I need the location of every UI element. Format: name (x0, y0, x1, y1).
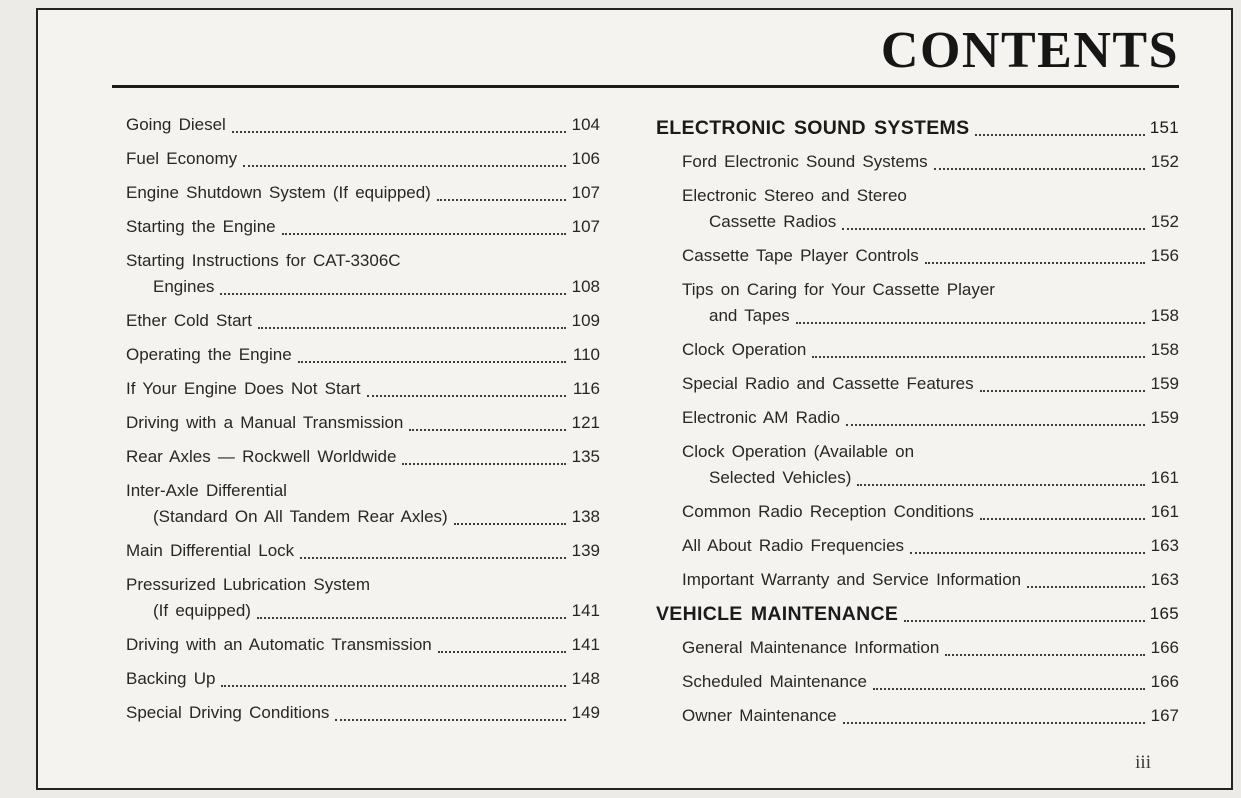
toc-entry-row (682, 405, 1179, 431)
toc-entry (656, 183, 1179, 235)
toc-entry-row (126, 180, 600, 206)
dot-leader (980, 390, 1145, 392)
toc-entry (656, 669, 1179, 695)
toc-entry (126, 342, 600, 368)
toc-entry-row (682, 465, 1179, 491)
toc-entry (656, 635, 1179, 661)
toc-entry-label: Starting the Engine (126, 217, 276, 237)
dot-leader (975, 134, 1145, 136)
toc-entry (656, 243, 1179, 269)
toc-entry-label: (If equipped) (153, 601, 251, 621)
toc-entry-row (126, 146, 600, 172)
toc-entry-row (126, 444, 600, 470)
toc-entry (656, 371, 1179, 397)
dot-leader (335, 719, 566, 721)
toc-entry-page: 106 (571, 149, 600, 169)
toc-entry-page: 163 (1150, 536, 1179, 556)
toc-entry-page: 161 (1150, 502, 1179, 522)
dot-leader (402, 463, 566, 465)
toc-entry (126, 112, 600, 138)
dot-leader (220, 293, 566, 295)
toc-entry (126, 410, 600, 436)
toc-entry-page: 151 (1149, 118, 1179, 138)
toc-entry-page: 158 (1150, 306, 1179, 326)
toc-entry (656, 567, 1179, 593)
toc-entry-row (126, 410, 600, 436)
dot-leader (282, 233, 566, 235)
toc-entry-row (126, 538, 600, 564)
toc-entry (656, 703, 1179, 729)
toc-entry-row (682, 499, 1179, 525)
toc-entry-row (656, 601, 1179, 627)
dot-leader (980, 518, 1145, 520)
dot-leader (298, 361, 566, 363)
toc-entry-page: 109 (571, 311, 600, 331)
dot-leader (409, 429, 566, 431)
toc-entry (126, 632, 600, 658)
toc-entry (656, 439, 1179, 491)
toc-entry-page: 108 (571, 277, 600, 297)
dot-leader (925, 262, 1145, 264)
toc-entry-row (682, 635, 1179, 661)
toc-entry-row (126, 504, 600, 530)
toc-entry-line1: Clock Operation (Available on (682, 442, 915, 462)
toc-entry (126, 538, 600, 564)
dot-leader (873, 688, 1145, 690)
toc-entry (126, 478, 600, 530)
dot-leader (438, 651, 566, 653)
dot-leader (258, 327, 566, 329)
toc-entry-row (126, 308, 600, 334)
toc-entry-page: 141 (571, 601, 600, 621)
toc-entry-page: 166 (1150, 672, 1179, 692)
toc-entry-label: Fuel Economy (126, 149, 238, 169)
toc-columns (38, 88, 1231, 737)
dot-leader (257, 617, 566, 619)
toc-entry-row (682, 371, 1179, 397)
toc-entry-page: 141 (571, 635, 600, 655)
toc-entry-label: Clock Operation (682, 340, 807, 360)
dot-leader (1027, 586, 1145, 588)
toc-entry (656, 337, 1179, 363)
toc-entry-label: Special Driving Conditions (126, 703, 330, 723)
toc-entry-page: 138 (571, 507, 600, 527)
toc-entry-label: Rear Axles — Rockwell Worldwide (126, 447, 397, 467)
dot-leader (437, 199, 566, 201)
toc-entry-label: Engines (153, 277, 215, 297)
toc-entry-row (126, 598, 600, 624)
toc-entry-line1: Tips on Caring for Your Cassette Player (682, 280, 995, 300)
toc-entry-row (126, 666, 600, 692)
toc-section-heading (656, 601, 1179, 627)
manual-page (36, 8, 1233, 790)
dot-leader (846, 424, 1145, 426)
toc-entry-row (682, 533, 1179, 559)
toc-entry-row (126, 700, 600, 726)
toc-entry-page: 166 (1150, 638, 1179, 658)
dot-leader (843, 722, 1145, 724)
toc-entry-page: 107 (571, 217, 600, 237)
toc-entry-label: Scheduled Maintenance (682, 672, 867, 692)
dot-leader (910, 552, 1145, 554)
toc-entry-label: Operating the Engine (126, 345, 292, 365)
toc-entry-label: (Standard On All Tandem Rear Axles) (153, 507, 448, 527)
toc-entry-page: 152 (1150, 212, 1179, 232)
toc-entry (126, 214, 600, 240)
toc-entry (126, 700, 600, 726)
dot-leader (842, 228, 1145, 230)
toc-entry-page: 107 (571, 183, 600, 203)
toc-entry-label: Common Radio Reception Conditions (682, 502, 974, 522)
toc-left-column (126, 112, 600, 737)
toc-entry-page: 167 (1150, 706, 1179, 726)
dot-leader (904, 620, 1145, 622)
toc-entry-page: 116 (572, 379, 600, 399)
toc-entry-label: Going Diesel (126, 115, 226, 135)
toc-entry (126, 146, 600, 172)
toc-entry-label: Cassette Radios (709, 212, 837, 232)
toc-entry-page: 148 (571, 669, 600, 689)
toc-section-heading (656, 115, 1179, 141)
dot-leader (934, 168, 1145, 170)
toc-entry-page: 149 (571, 703, 600, 723)
toc-entry-page: 159 (1150, 374, 1179, 394)
dot-leader (232, 131, 566, 133)
toc-entry (126, 248, 600, 300)
dot-leader (796, 322, 1145, 324)
toc-entry-page: 163 (1150, 570, 1179, 590)
toc-entry-page: 121 (571, 413, 600, 433)
page-header (38, 10, 1231, 80)
toc-entry-line1: Electronic Stereo and Stereo (682, 186, 907, 206)
toc-entry-label: Ether Cold Start (126, 311, 252, 331)
dot-leader (300, 557, 566, 559)
toc-entry-page: 158 (1150, 340, 1179, 360)
toc-entry-line1: Starting Instructions for CAT-3306C (126, 251, 401, 271)
dot-leader (367, 395, 566, 397)
dot-leader (454, 523, 566, 525)
toc-entry-page: 104 (571, 115, 600, 135)
toc-entry (656, 149, 1179, 175)
toc-entry-label: All About Radio Frequencies (682, 536, 905, 556)
toc-entry-label: ELECTRONIC SOUND SYSTEMS (656, 117, 970, 140)
toc-entry-label: Cassette Tape Player Controls (682, 246, 919, 266)
toc-entry-row (682, 669, 1179, 695)
dot-leader (945, 654, 1145, 656)
toc-entry-row (682, 303, 1179, 329)
toc-entry (656, 277, 1179, 329)
toc-entry (656, 499, 1179, 525)
dot-leader (812, 356, 1145, 358)
toc-entry (126, 666, 600, 692)
toc-entry (656, 405, 1179, 431)
toc-entry (126, 444, 600, 470)
toc-entry-row (682, 243, 1179, 269)
toc-entry-page: 156 (1150, 246, 1179, 266)
toc-entry-row (126, 632, 600, 658)
toc-entry-label: Electronic AM Radio (682, 408, 841, 428)
toc-entry-label: General Maintenance Information (682, 638, 940, 658)
toc-entry-page: 161 (1150, 468, 1179, 488)
toc-entry-label: VEHICLE MAINTENANCE (656, 603, 899, 626)
toc-entry (126, 180, 600, 206)
toc-right-column (656, 112, 1179, 737)
toc-entry-label: Owner Maintenance (682, 706, 837, 726)
toc-entry-label: and Tapes (709, 306, 790, 326)
toc-entry-label: Main Differential Lock (126, 541, 295, 561)
toc-entry-line1: Pressurized Lubrication System (126, 575, 371, 595)
dot-leader (221, 685, 566, 687)
toc-entry-label: Selected Vehicles) (709, 468, 852, 488)
toc-entry (126, 572, 600, 624)
toc-entry-page: 159 (1150, 408, 1179, 428)
toc-entry-row (682, 149, 1179, 175)
toc-entry-row (682, 209, 1179, 235)
toc-entry-label: Important Warranty and Service Information (682, 570, 1022, 590)
toc-entry (656, 533, 1179, 559)
toc-entry-row (126, 342, 600, 368)
toc-entry-row (126, 376, 600, 402)
toc-entry-page: 135 (571, 447, 600, 467)
toc-entry-page: 139 (571, 541, 600, 561)
toc-entry-label: Driving with a Manual Transmission (126, 413, 404, 433)
dot-leader (857, 484, 1145, 486)
toc-entry-label: Engine Shutdown System (If equipped) (126, 183, 431, 203)
toc-entry-page: 152 (1150, 152, 1179, 172)
toc-entry-row (682, 703, 1179, 729)
toc-entry-label: Ford Electronic Sound Systems (682, 152, 928, 172)
toc-entry-row (126, 274, 600, 300)
page-number: iii (1135, 752, 1151, 773)
toc-entry-label: Special Radio and Cassette Features (682, 374, 974, 394)
toc-entry-row (126, 214, 600, 240)
toc-entry-page: 165 (1149, 604, 1179, 624)
page-title: CONTENTS (880, 22, 1179, 79)
toc-entry-row (656, 115, 1179, 141)
toc-entry-page: 110 (572, 345, 600, 365)
toc-entry-row (682, 337, 1179, 363)
toc-entry-label: If Your Engine Does Not Start (126, 379, 361, 399)
toc-entry (126, 308, 600, 334)
toc-entry-label: Backing Up (126, 669, 216, 689)
toc-entry-row (682, 567, 1179, 593)
dot-leader (243, 165, 566, 167)
toc-entry (126, 376, 600, 402)
toc-entry-line1: Inter-Axle Differential (126, 481, 287, 501)
toc-entry-row (126, 112, 600, 138)
toc-entry-label: Driving with an Automatic Transmission (126, 635, 432, 655)
